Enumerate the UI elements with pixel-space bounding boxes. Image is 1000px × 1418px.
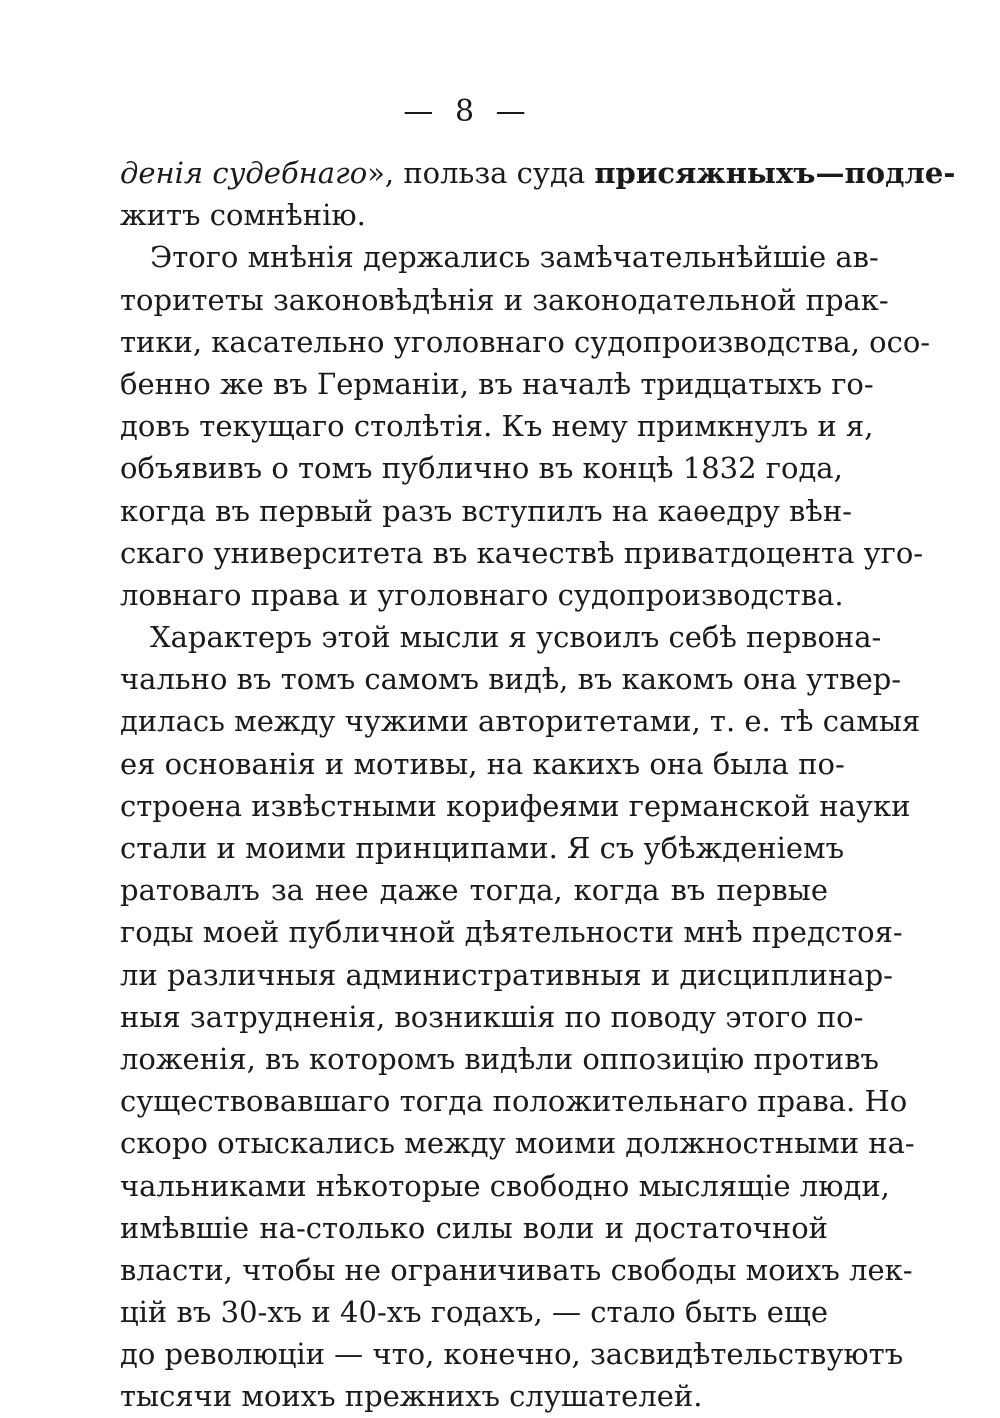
text-segment: ея основанія и мотивы, на какихъ она была по- [120,746,845,781]
text-segment: строена извѣстными корифеями германской науки [120,788,911,823]
paragraph [120,236,931,616]
text-line [120,1122,915,1164]
text-line [120,911,903,953]
text-segment: тики, касательно уголовнаго судопроизводства, осо- [120,324,931,359]
text-line [120,743,845,785]
text-segment: годы моей публичной дѣятельности мнѣ предстоя- [120,915,903,950]
text-segment: ложенія, въ которомъ видѣли оппозицію противъ [120,1041,879,1076]
text-segment: стали и моими принципами. Я съ убѣжденіемъ [120,831,845,865]
text-line [120,532,924,574]
text-line [120,405,874,447]
text-line [120,616,882,658]
page-number: — 8 — [403,94,532,129]
text-segment: бенно же въ Германіи, въ началѣ тридцатыхъ го- [120,366,874,401]
text-line [120,827,845,869]
body-text [120,152,956,1418]
text-line [120,279,889,321]
text-line [120,321,931,363]
paragraph [120,152,956,236]
text-segment: довъ текущаго столѣтія. Къ нему примкнулъ и я, [120,409,874,444]
text-segment: денія судебнаго [120,156,368,190]
text-segment: Характеръ этой мысли я усвоилъ себѣ первона- [150,620,882,655]
text-segment: ратовалъ за нее даже тогда, когда въ первые [120,873,828,908]
text-line [120,658,902,700]
text-segment: существовавшаго тогда положительнаго права. Но [120,1084,908,1119]
text-segment: чально въ томъ самомъ видѣ, въ какомъ она утвер- [120,662,902,697]
text-segment: торитеты законовѣдѣнія и законодательной прак- [120,282,889,317]
text-line [120,1333,904,1375]
text-segment: скаго университета въ качествѣ приватдоцента уго- [120,535,924,570]
text-line [120,785,911,827]
text-segment: объявивъ о томъ публично въ концѣ 1832 года, [120,451,843,486]
text-segment: имѣвшіе на-столько силы воли и достаточной [120,1210,828,1245]
text-segment: цій въ 30-хъ и 40-хъ годахъ, — стало быть еще [120,1295,828,1330]
text-line [120,1291,828,1333]
text-segment: Этого мнѣнія держались замѣчательнѣйшіе ав- [150,240,879,275]
text-line [120,194,828,236]
text-segment: до революціи — что, конечно, засвидѣтельствуютъ [120,1337,904,1372]
paragraph [120,616,921,1418]
text-line [120,236,879,278]
text-line [120,954,893,996]
text-line [120,447,843,489]
text-line [120,869,828,911]
text-line [120,363,874,405]
text-line [120,996,864,1038]
text-line [120,1165,890,1207]
text-segment: скоро отыскались между моими должностными на- [120,1126,915,1161]
text-segment: тысячи моихъ прежнихъ слушателей. [120,1379,703,1414]
text-line [120,1249,913,1291]
text-segment: ли различныя административныя и дисциплинар- [120,957,893,992]
text-segment: чальниками нѣкоторые свободно мыслящіе люди, [120,1168,890,1203]
text-line [120,574,844,616]
text-segment: власти, чтобы не ограничивать свободы моихъ лек- [120,1252,913,1287]
text-line [120,1080,908,1122]
text-line [120,1375,828,1417]
text-segment: ловнаго права и уголовнаго судопроизводства. [120,577,844,612]
text-line [120,1207,828,1249]
text-line [120,152,956,194]
text-segment: дилась между чужими авторитетами, т. е. тѣ самыя [120,704,921,739]
text-line [120,490,852,532]
text-segment: житъ сомнѣнію. [120,198,366,233]
text-segment: когда въ первый разъ вступилъ на каѳедру вѣн- [120,493,852,528]
text-segment: ныя затрудненія, возникшія по поводу этого по- [120,999,864,1034]
text-line [120,1038,879,1080]
text-line [120,700,921,742]
text-segment: присяжныхъ—подле- [594,156,956,190]
text-segment: », польза суда [367,156,595,190]
